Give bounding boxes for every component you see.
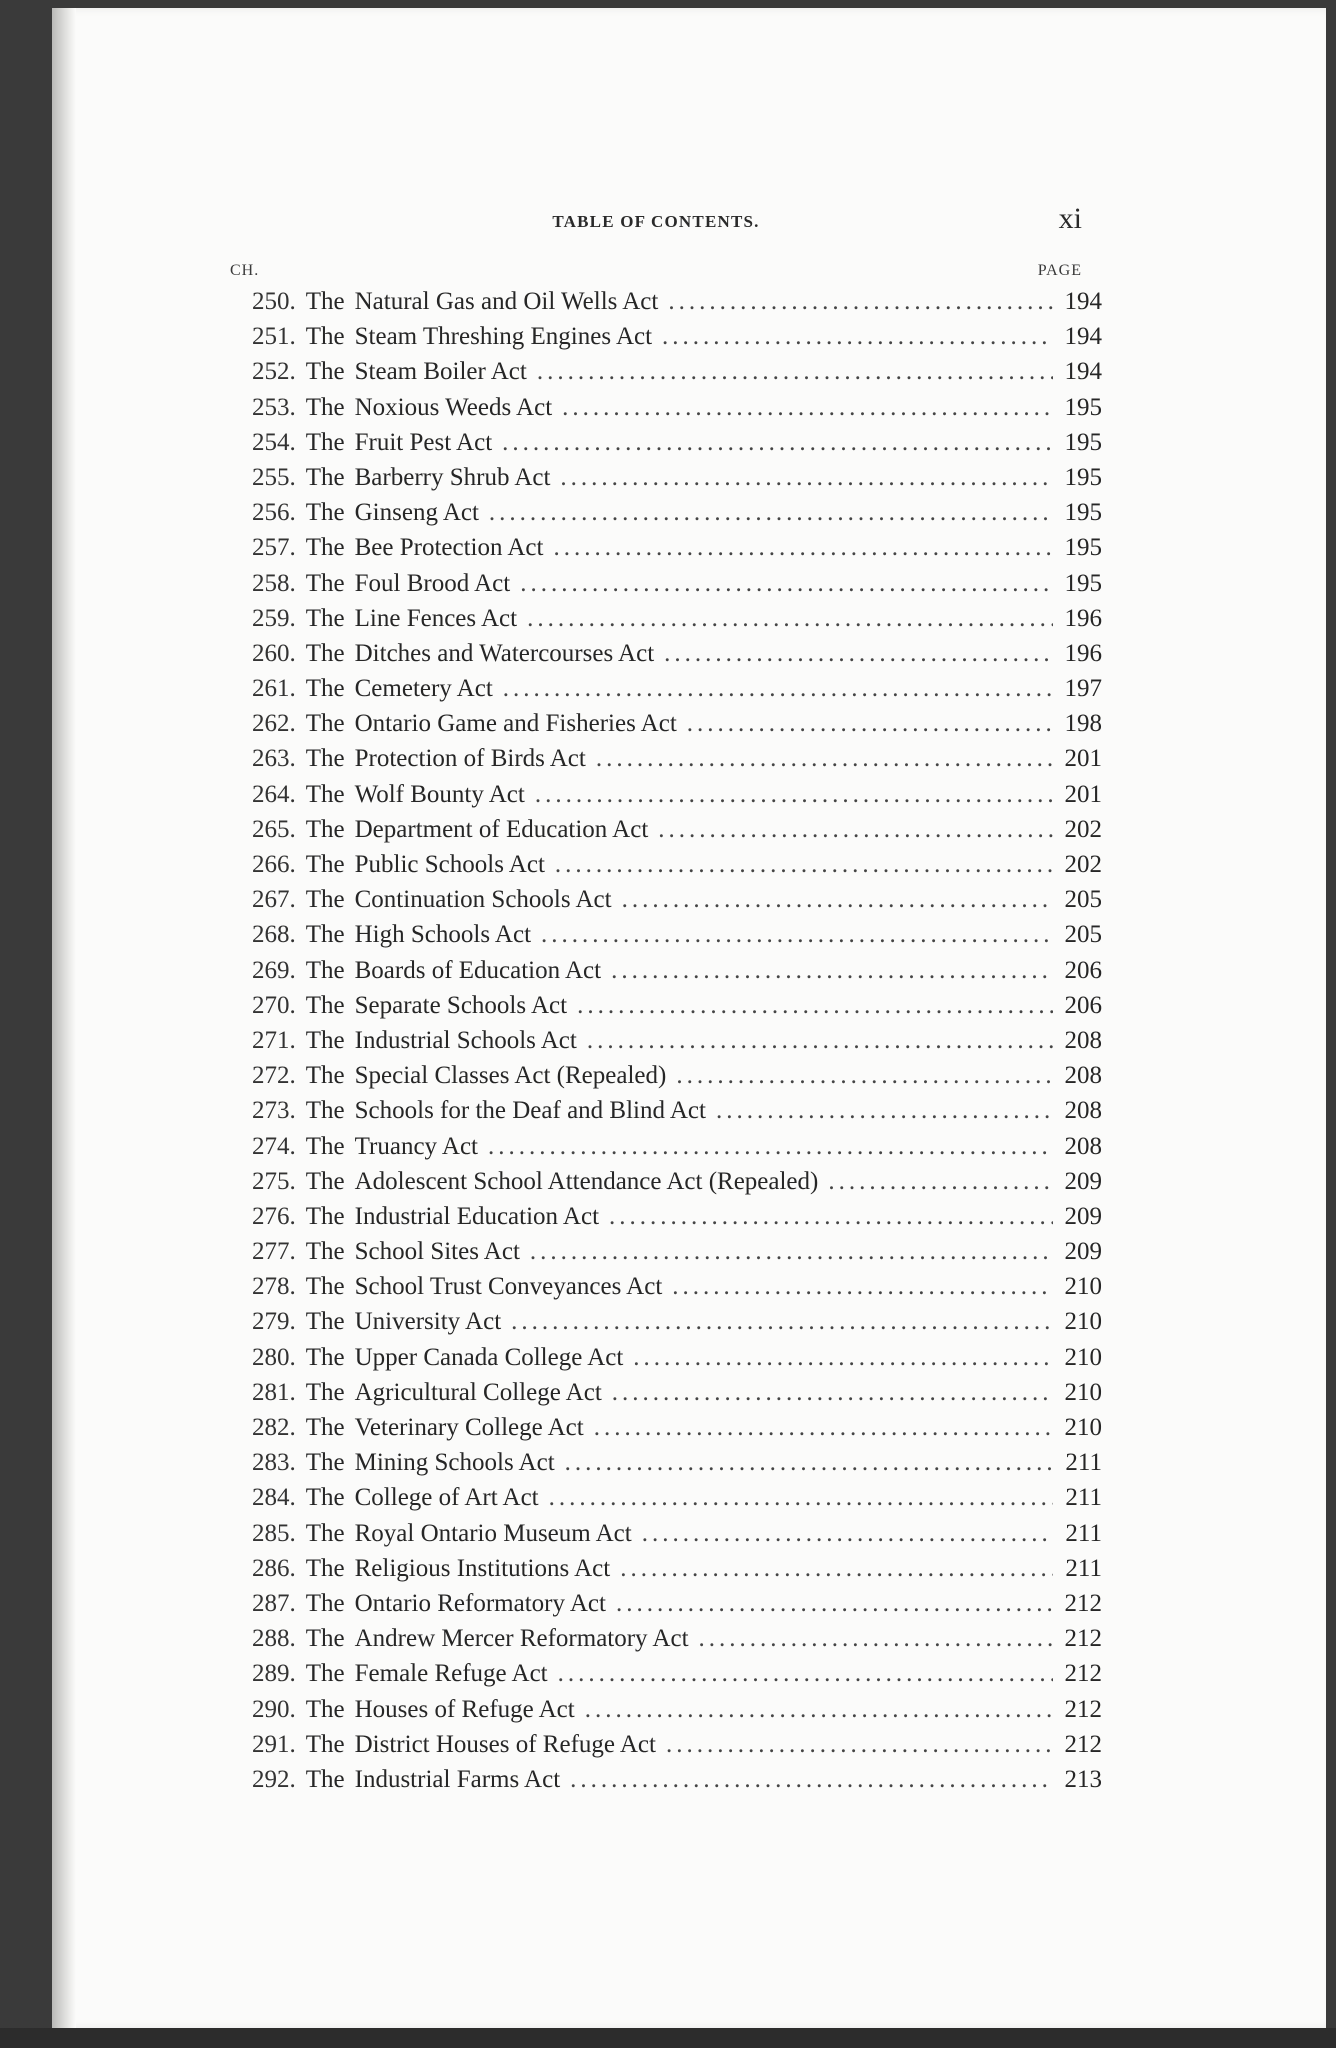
book-spine — [52, 8, 76, 2028]
toc-entry — [252, 1168, 1102, 1203]
dot-leader — [488, 1133, 1052, 1161]
chapter-number: 274. — [252, 1132, 296, 1160]
entry-page-number: 208 — [1064, 1132, 1102, 1160]
entry-page-number: 196 — [1064, 604, 1102, 632]
entry-article: The — [305, 1554, 345, 1582]
entry-title: Boards of Education Act — [354, 956, 602, 984]
toc-entry — [252, 816, 1102, 851]
dot-leader — [502, 429, 1052, 457]
dot-leader — [642, 1520, 1054, 1548]
entry-page-number: 195 — [1064, 463, 1102, 491]
toc-entry — [252, 1379, 1102, 1414]
toc-entry — [252, 1308, 1102, 1343]
entry-page-number: 195 — [1064, 499, 1102, 527]
toc-entry — [252, 1344, 1102, 1379]
toc-entry — [252, 640, 1102, 675]
entry-article: The — [305, 1343, 345, 1371]
entry-page-number: 208 — [1064, 1026, 1102, 1054]
entry-page-number: 196 — [1064, 639, 1102, 667]
entry-article: The — [305, 393, 345, 421]
entry-article: The — [305, 358, 345, 386]
entry-title: Public Schools Act — [354, 851, 545, 878]
chapter-number: 287. — [252, 1589, 296, 1617]
toc-entry — [252, 1449, 1102, 1484]
chapter-number: 286. — [252, 1554, 296, 1582]
dot-leader — [585, 1696, 1053, 1724]
toc-entry — [252, 710, 1102, 745]
entry-title: Royal Ontario Museum Act — [354, 1519, 632, 1547]
entry-title: Natural Gas and Oil Wells Act — [354, 288, 659, 315]
entry-article: The — [305, 1660, 345, 1688]
entry-title: Protection of Birds Act — [354, 745, 586, 773]
chapter-number: 252. — [252, 358, 296, 386]
dot-leader — [587, 1027, 1053, 1055]
entry-page-number: 212 — [1064, 1589, 1102, 1617]
entry-article: The — [305, 886, 345, 914]
entry-article: The — [305, 604, 345, 632]
entry-page-number: 206 — [1064, 991, 1102, 1019]
entry-page-number: 210 — [1064, 1343, 1102, 1371]
dot-leader — [622, 886, 1053, 914]
entry-page-number: 194 — [1064, 358, 1102, 386]
chapter-number: 272. — [252, 1062, 296, 1090]
chapter-number: 258. — [252, 569, 296, 597]
entry-title: Adolescent School Attendance Act (Repealed) — [354, 1167, 819, 1195]
toc-entry — [252, 1555, 1102, 1590]
dot-leader — [565, 1449, 1054, 1477]
entry-title: High Schools Act — [354, 921, 532, 949]
entry-title: Ginseng Act — [354, 499, 479, 527]
entry-title: Department of Education Act — [354, 815, 649, 843]
entry-title: Special Classes Act (Repealed) — [354, 1062, 667, 1090]
entry-title: Female Refuge Act — [354, 1660, 548, 1688]
toc-entry — [252, 886, 1102, 921]
toc-entry — [252, 394, 1102, 429]
entry-page-number: 194 — [1064, 323, 1102, 351]
dot-leader — [687, 710, 1053, 738]
chapter-number: 257. — [252, 534, 296, 562]
chapter-number: 292. — [252, 1765, 296, 1793]
toc-entry — [252, 323, 1102, 358]
entry-page-number: 195 — [1064, 393, 1102, 421]
chapter-number: 291. — [252, 1730, 296, 1758]
chapter-number: 268. — [252, 921, 296, 949]
dot-leader — [503, 675, 1053, 703]
toc-entry — [252, 1062, 1102, 1097]
entry-page-number: 212 — [1064, 1660, 1102, 1688]
entry-title: Industrial Schools Act — [354, 1026, 577, 1054]
toc-entry — [252, 1625, 1102, 1660]
entry-article: The — [305, 1062, 345, 1090]
entry-page-number: 211 — [1065, 1484, 1102, 1512]
chapter-number: 264. — [252, 780, 296, 808]
chapter-number: 271. — [252, 1026, 296, 1054]
entry-article: The — [305, 1167, 345, 1195]
entry-article: The — [305, 1730, 345, 1758]
entry-article: The — [305, 745, 345, 773]
chapter-number: 256. — [252, 499, 296, 527]
entry-title: Steam Boiler Act — [354, 358, 527, 386]
entry-title: Agricultural College Act — [354, 1378, 602, 1406]
entry-title: Andrew Mercer Reformatory Act — [354, 1625, 689, 1653]
entry-page-number: 210 — [1064, 1378, 1102, 1406]
entry-title: Line Fences Act — [354, 604, 518, 632]
entry-article: The — [305, 815, 345, 843]
entry-page-number: 202 — [1064, 815, 1102, 843]
entry-title: Fruit Pest Act — [354, 428, 493, 456]
chapter-number: 273. — [252, 1097, 296, 1125]
entry-page-number: 212 — [1064, 1625, 1102, 1653]
page-number: xi — [1058, 202, 1082, 235]
entry-article: The — [305, 1026, 345, 1054]
chapter-number: 260. — [252, 639, 296, 667]
entry-page-number: 211 — [1065, 1449, 1102, 1477]
entry-article: The — [305, 1589, 345, 1617]
toc-entry — [252, 534, 1102, 569]
entry-page-number: 210 — [1064, 1273, 1102, 1301]
entry-page-number: 205 — [1064, 886, 1102, 914]
dot-leader — [633, 1344, 1052, 1372]
toc-entry — [252, 1203, 1102, 1238]
toc-entry — [252, 1273, 1102, 1308]
scan-bottom-edge — [0, 2028, 1336, 2048]
toc-entry — [252, 1238, 1102, 1273]
dot-leader — [666, 1731, 1053, 1759]
entry-article: The — [305, 1202, 345, 1230]
toc-entry — [252, 921, 1102, 956]
chapter-number: 280. — [252, 1343, 296, 1371]
entry-title: Cemetery Act — [354, 675, 493, 703]
dot-leader — [530, 1238, 1053, 1266]
entry-page-number: 213 — [1064, 1765, 1102, 1793]
dot-leader — [489, 499, 1053, 527]
toc-entry — [252, 570, 1102, 605]
entry-article: The — [305, 956, 345, 984]
dot-leader — [562, 394, 1052, 422]
entry-article: The — [305, 1695, 345, 1723]
toc-entry — [252, 1731, 1102, 1766]
dot-leader — [620, 1555, 1053, 1583]
chapter-number: 288. — [252, 1625, 296, 1653]
chapter-number: 278. — [252, 1273, 296, 1301]
toc-entry — [252, 464, 1102, 499]
dot-leader — [549, 1484, 1054, 1512]
entry-article: The — [305, 1097, 345, 1125]
toc-entry — [252, 957, 1102, 992]
chapter-number: 281. — [252, 1378, 296, 1406]
chapter-number: 263. — [252, 745, 296, 773]
entry-title: School Sites Act — [354, 1238, 520, 1266]
toc-entry — [252, 745, 1102, 780]
chapter-number: 289. — [252, 1660, 296, 1688]
entry-article: The — [305, 1519, 345, 1547]
entry-title: Upper Canada College Act — [354, 1343, 624, 1371]
chapter-number: 261. — [252, 675, 296, 703]
toc-entry — [252, 992, 1102, 1027]
entry-page-number: 211 — [1065, 1519, 1102, 1547]
chapter-number: 253. — [252, 393, 296, 421]
dot-leader — [716, 1097, 1053, 1125]
entry-article: The — [305, 1308, 345, 1336]
chapter-number: 254. — [252, 428, 296, 456]
entry-page-number: 198 — [1064, 710, 1102, 738]
chapter-number: 267. — [252, 886, 296, 914]
entry-title: Noxious Weeds Act — [354, 393, 553, 421]
chapter-number: 262. — [252, 710, 296, 738]
toc-entry — [252, 429, 1102, 464]
dot-leader — [658, 816, 1052, 844]
entry-title: Industrial Farms Act — [354, 1765, 561, 1793]
entry-page-number: 209 — [1064, 1202, 1102, 1230]
toc-entry — [252, 781, 1102, 816]
chapter-number: 279. — [252, 1308, 296, 1336]
entry-article: The — [305, 921, 345, 949]
running-title: TABLE OF CONTENTS. — [552, 212, 760, 231]
entry-title: Continuation Schools Act — [354, 886, 612, 914]
entry-page-number: 202 — [1064, 851, 1102, 878]
entry-article: The — [305, 534, 345, 562]
entry-page-number: 209 — [1064, 1238, 1102, 1266]
dot-leader — [616, 1590, 1053, 1618]
entry-page-number: 201 — [1064, 745, 1102, 773]
entry-page-number: 210 — [1064, 1308, 1102, 1336]
chapter-number: 290. — [252, 1695, 296, 1723]
chapter-number: 255. — [252, 463, 296, 491]
entry-title: College of Art Act — [354, 1484, 539, 1512]
entry-article: The — [305, 1132, 345, 1160]
toc-entry — [252, 1660, 1102, 1695]
entry-title: Mining Schools Act — [354, 1449, 555, 1477]
toc-entry — [252, 1590, 1102, 1625]
chapter-number: 277. — [252, 1238, 296, 1266]
entry-article: The — [305, 569, 345, 597]
entry-page-number: 206 — [1064, 956, 1102, 984]
entry-article: The — [305, 1484, 345, 1512]
entry-title: Truancy Act — [354, 1132, 479, 1160]
entry-title: Ontario Reformatory Act — [354, 1589, 606, 1617]
entry-article: The — [305, 1765, 345, 1793]
dot-leader — [560, 464, 1052, 492]
toc-entry — [252, 851, 1102, 886]
entry-page-number: 201 — [1064, 780, 1102, 808]
entry-page-number: 195 — [1064, 534, 1102, 562]
chapter-number: 250. — [252, 288, 296, 315]
chapter-number: 259. — [252, 604, 296, 632]
dot-leader — [555, 851, 1053, 879]
entry-title: Separate Schools Act — [354, 991, 568, 1019]
entry-article: The — [305, 288, 345, 315]
entry-title: Religious Institutions Act — [354, 1554, 611, 1582]
entry-article: The — [305, 463, 345, 491]
entry-page-number: 197 — [1064, 675, 1102, 703]
toc-entry — [252, 1484, 1102, 1519]
entry-page-number: 210 — [1064, 1414, 1102, 1441]
entry-title: Houses of Refuge Act — [354, 1695, 575, 1723]
dot-leader — [609, 1203, 1052, 1231]
entry-page-number: 208 — [1064, 1062, 1102, 1090]
entry-article: The — [305, 851, 345, 878]
dot-leader — [662, 323, 1052, 351]
toc-entry — [252, 1133, 1102, 1168]
chapter-number: 266. — [252, 851, 296, 878]
dot-leader — [664, 640, 1052, 668]
entry-page-number: 209 — [1064, 1167, 1102, 1195]
entry-page-number: 205 — [1064, 921, 1102, 949]
dot-leader — [612, 1379, 1053, 1407]
toc-entry — [252, 1766, 1102, 1801]
entry-page-number: 195 — [1064, 569, 1102, 597]
dot-leader — [535, 781, 1053, 809]
dot-leader — [611, 957, 1052, 985]
page-header — [230, 198, 1082, 238]
dot-leader — [520, 570, 1052, 598]
entry-page-number: 211 — [1065, 1554, 1102, 1582]
entry-article: The — [305, 1238, 345, 1266]
entry-article: The — [305, 1273, 345, 1301]
entry-title: School Trust Conveyances Act — [354, 1273, 663, 1301]
entry-title: Ditches and Watercourses Act — [354, 639, 655, 667]
page-column-heading: PAGE — [1037, 262, 1082, 279]
dot-leader — [541, 921, 1052, 949]
entry-title: Schools for the Deaf and Blind Act — [354, 1097, 706, 1125]
toc-entry — [252, 1696, 1102, 1731]
entry-title: University Act — [354, 1308, 502, 1336]
dot-leader — [553, 534, 1052, 562]
entry-title: Bee Protection Act — [354, 534, 544, 562]
chapter-number: 269. — [252, 956, 296, 984]
dot-leader — [676, 1062, 1052, 1090]
entry-article: The — [305, 428, 345, 456]
chapter-number: 251. — [252, 323, 296, 351]
entry-title: Veterinary College Act — [354, 1414, 584, 1441]
entry-page-number: 212 — [1064, 1730, 1102, 1758]
entry-title: Barberry Shrub Act — [354, 463, 551, 491]
toc-entry — [252, 1097, 1102, 1132]
toc-entry — [252, 605, 1102, 640]
dot-leader — [558, 1660, 1053, 1688]
chapter-column-heading: CH. — [230, 262, 260, 279]
entry-article: The — [305, 710, 345, 738]
entry-page-number: 194 — [1064, 288, 1102, 315]
dot-leader — [570, 1766, 1052, 1794]
entry-page-number: 212 — [1064, 1695, 1102, 1723]
dot-leader — [537, 358, 1053, 386]
toc-entry — [252, 1414, 1102, 1449]
dot-leader — [596, 745, 1053, 773]
dot-leader — [699, 1625, 1053, 1653]
toc-entry — [252, 1027, 1102, 1062]
entry-title: Foul Brood Act — [354, 569, 511, 597]
toc-entry — [252, 675, 1102, 710]
chapter-number: 282. — [252, 1414, 296, 1441]
entry-article: The — [305, 499, 345, 527]
entry-title: Industrial Education Act — [354, 1202, 600, 1230]
entry-article: The — [305, 1625, 345, 1653]
entry-article: The — [305, 991, 345, 1019]
chapter-number: 265. — [252, 815, 296, 843]
dot-leader — [577, 992, 1052, 1020]
entry-article: The — [305, 323, 345, 351]
entry-article: The — [305, 780, 345, 808]
toc-entry — [252, 288, 1102, 323]
entry-article: The — [305, 1414, 345, 1441]
dot-leader — [668, 288, 1052, 316]
entry-article: The — [305, 1449, 345, 1477]
entry-title: Ontario Game and Fisheries Act — [354, 710, 677, 738]
dot-leader — [527, 605, 1052, 633]
contents-list — [252, 288, 1102, 1801]
entry-article: The — [305, 675, 345, 703]
entry-page-number: 208 — [1064, 1097, 1102, 1125]
entry-page-number: 195 — [1064, 428, 1102, 456]
entry-title: District Houses of Refuge Act — [354, 1730, 656, 1758]
toc-entry — [252, 358, 1102, 393]
entry-article: The — [305, 1378, 345, 1406]
chapter-number: 283. — [252, 1449, 296, 1477]
dot-leader — [672, 1273, 1052, 1301]
toc-entry — [252, 499, 1102, 534]
entry-title: Wolf Bounty Act — [354, 780, 525, 808]
chapter-number: 284. — [252, 1484, 296, 1512]
entry-article: The — [305, 639, 345, 667]
chapter-number: 275. — [252, 1167, 296, 1195]
chapter-number: 270. — [252, 991, 296, 1019]
chapter-number: 276. — [252, 1202, 296, 1230]
dot-leader — [511, 1308, 1052, 1336]
toc-entry — [252, 1520, 1102, 1555]
entry-title: Steam Threshing Engines Act — [354, 323, 653, 351]
dot-leader — [594, 1414, 1053, 1442]
chapter-number: 285. — [252, 1519, 296, 1547]
dot-leader — [828, 1168, 1052, 1196]
column-headings — [230, 262, 1082, 286]
